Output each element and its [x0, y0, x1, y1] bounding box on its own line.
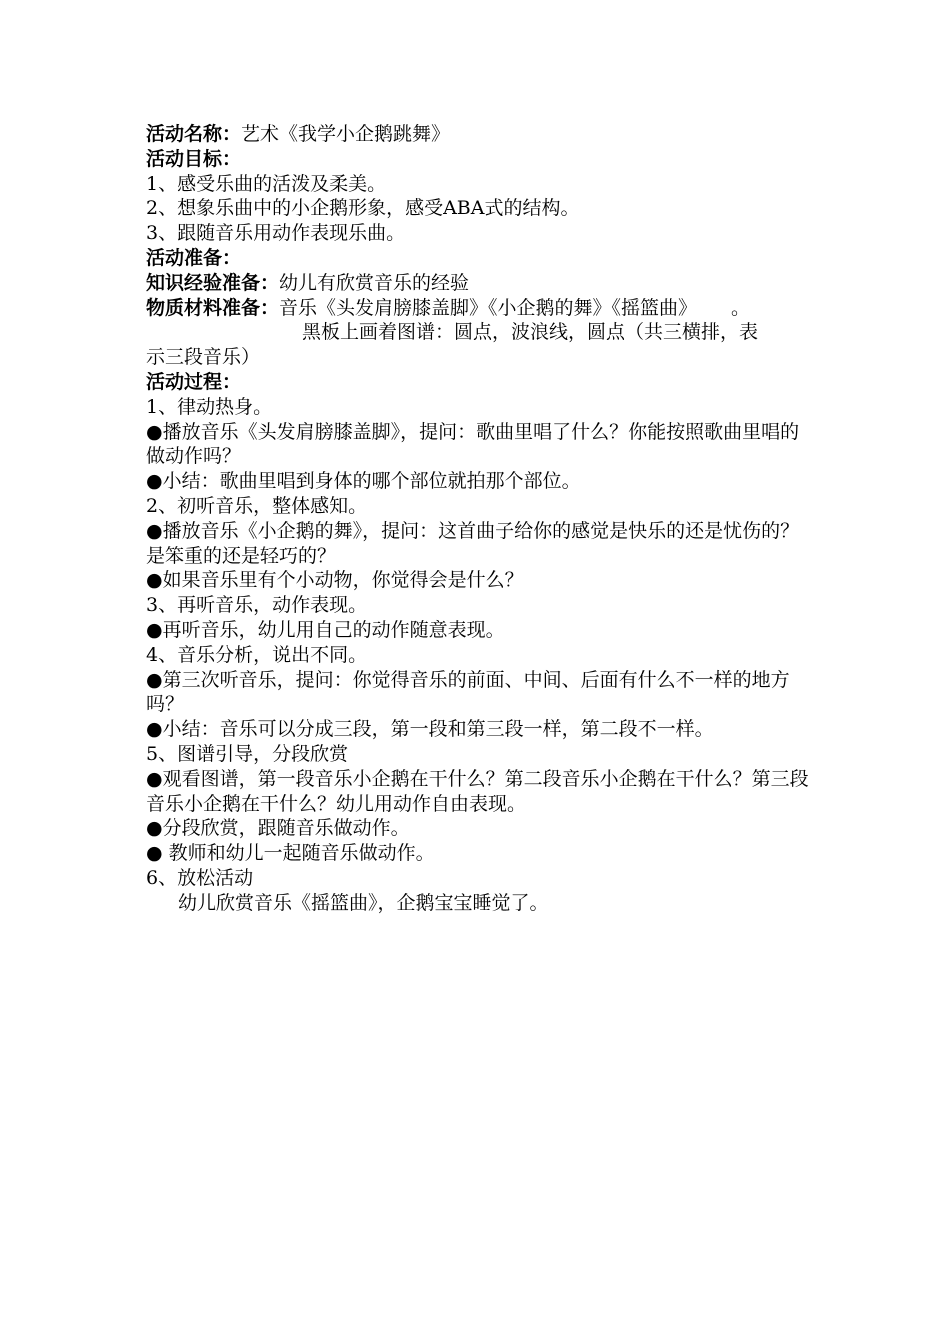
process-step: 2、初听音乐，整体感知。 — [146, 494, 368, 517]
process-bullet: ●小结：歌曲里唱到身体的哪个部位就拍那个部位。 — [146, 470, 581, 493]
process-bullet: ●播放音乐《小企鹅的舞》，提问：这首曲子给你的感觉是快乐的还是忧伤的？是笨重的还是轻巧的？ — [146, 519, 800, 567]
goal-item: 2、想象乐曲中的小企鹅形象，感受ABA式的结构。 — [146, 197, 580, 220]
knowledge-prep-value: 幼儿有欣赏音乐的经验 — [279, 271, 470, 294]
process-bullet: ● 教师和幼儿一起随音乐做动作。 — [146, 842, 435, 865]
goal-item: 1、感受乐曲的活泼及柔美。 — [146, 172, 387, 195]
material-prep-trailing: 。 — [731, 296, 751, 319]
process-heading: 活动过程： — [146, 370, 242, 393]
material-prep-line — [146, 296, 816, 321]
process-step: 4、音乐分析，说出不同。 — [146, 643, 368, 666]
material-prep-label: 物质材料准备： — [146, 296, 280, 319]
process-bullet: ●小结：音乐可以分成三段，第一段和第三段一样，第二段不一样。 — [146, 718, 714, 741]
process-bullet: ●分段欣赏，跟随音乐做动作。 — [146, 817, 410, 840]
material-prep-value: 音乐《头发肩膀膝盖脚》《小企鹅的舞》《摇篮曲》 — [279, 296, 698, 319]
knowledge-prep-label: 知识经验准备： — [146, 271, 280, 294]
process-step: 6、放松活动 — [146, 866, 254, 889]
process-step: 1、律动热身。 — [146, 395, 273, 418]
activity-name-line — [146, 122, 816, 147]
process-bullet: ●再听音乐，幼儿用自己的动作随意表现。 — [146, 618, 505, 641]
goal-item: 3、跟随音乐用动作表现乐曲。 — [146, 222, 406, 245]
process-bullet: ●第三次听音乐，提问：你觉得音乐的前面、中间、后面有什么不一样的地方吗？ — [146, 668, 790, 716]
process-step: 5、图谱引导，分段欣赏 — [146, 742, 349, 765]
knowledge-prep-line — [146, 271, 816, 296]
closing-line: 幼儿欣赏音乐《摇篮曲》，企鹅宝宝睡觉了。 — [178, 891, 549, 914]
activity-name-label: 活动名称： — [146, 123, 242, 145]
board-description-continuation: 示三段音乐） — [146, 346, 261, 369]
lesson-plan — [146, 122, 816, 916]
process-bullet: ●观看图谱，第一段音乐小企鹅在干什么？第二段音乐小企鹅在干什么？第三段音乐小企鹅在干什么？幼儿用动作自由表现。 — [146, 767, 809, 815]
process-step: 3、再听音乐，动作表现。 — [146, 594, 368, 617]
board-description-line: 黑板上画着图谱：圆点，波浪线，圆点（共三横排，表 — [302, 321, 759, 344]
preparation-heading: 活动准备： — [146, 246, 242, 269]
goals-heading: 活动目标： — [146, 147, 242, 170]
process-bullet: ●播放音乐《头发肩膀膝盖脚》，提问：歌曲里唱了什么？你能按照歌曲里唱的做动作吗？ — [146, 420, 800, 468]
process-bullet: ●如果音乐里有个小动物，你觉得会是什么？ — [146, 569, 524, 592]
activity-name-value: 艺术《我学小企鹅跳舞》 — [241, 123, 451, 145]
